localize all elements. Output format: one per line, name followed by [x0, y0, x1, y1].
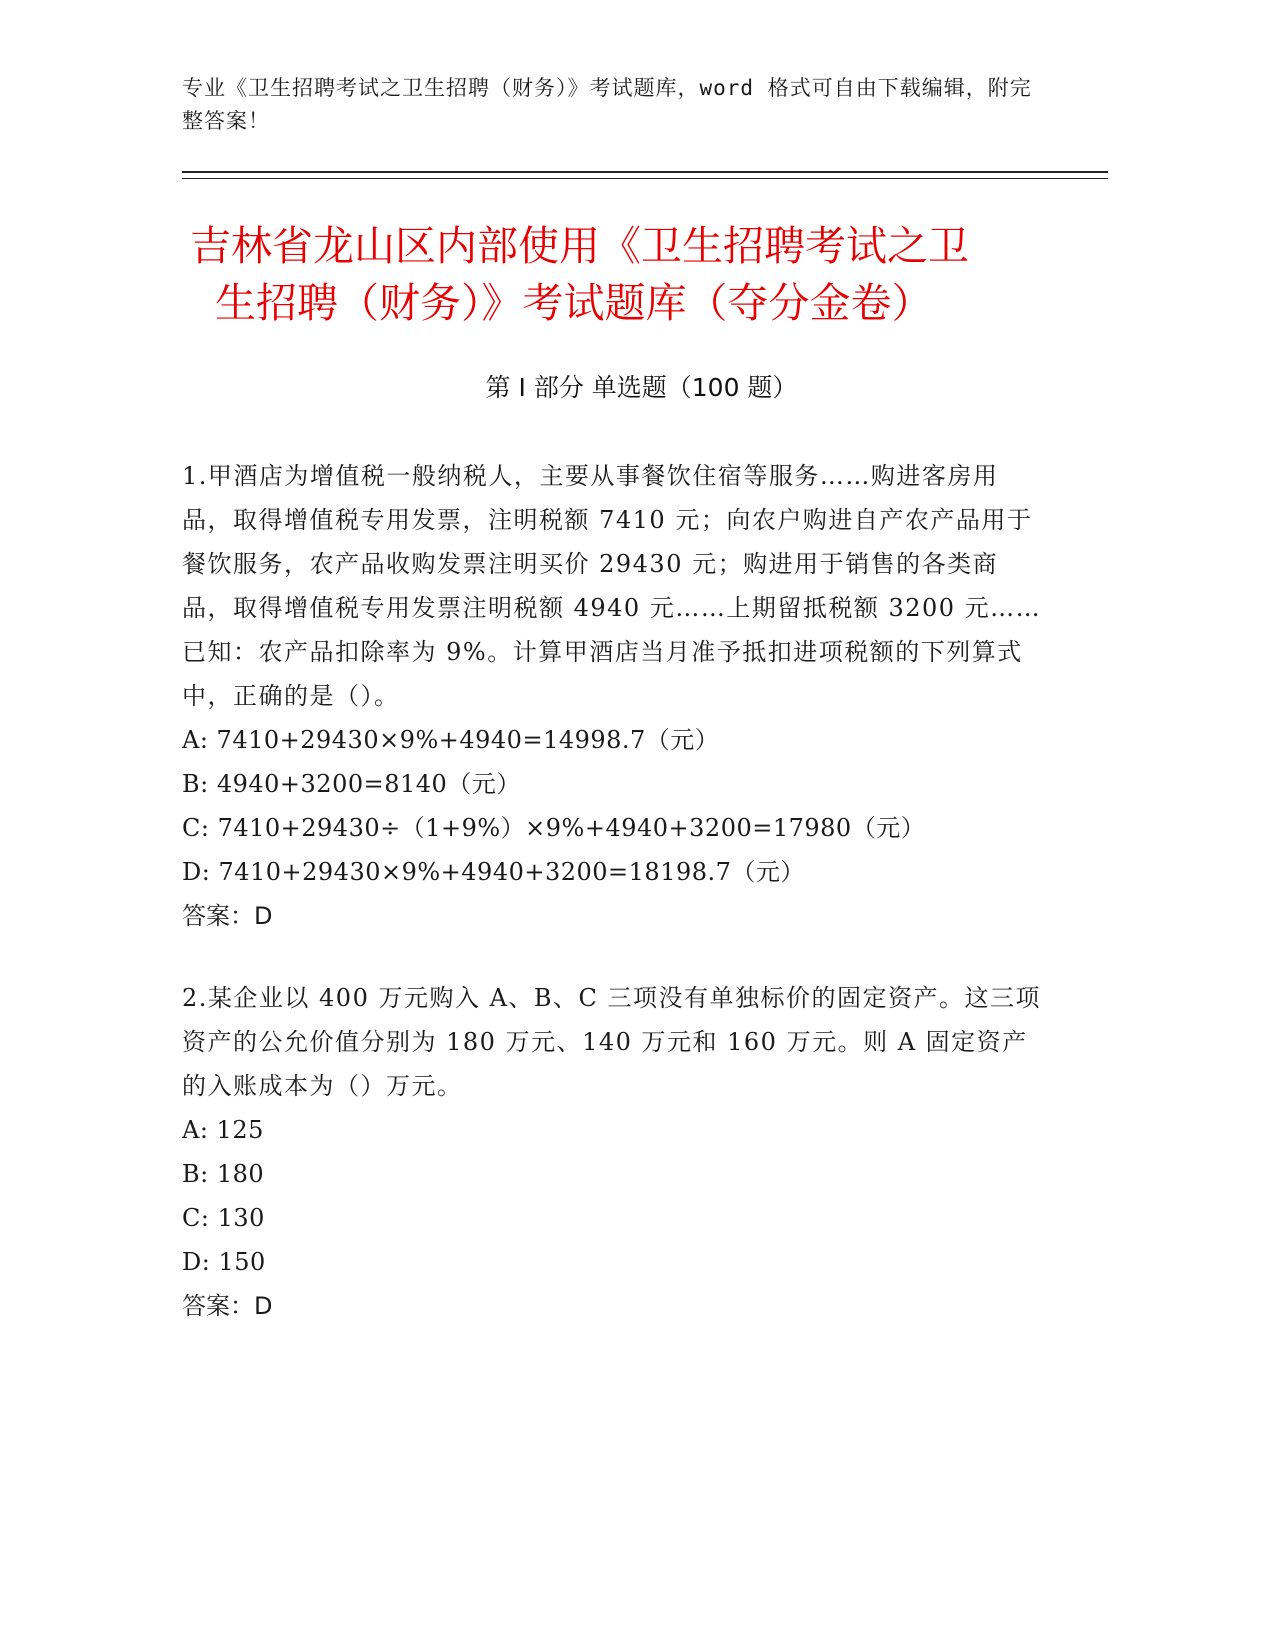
option-a: A: 125 [182, 1116, 264, 1144]
document-title [190, 218, 1070, 332]
option-c: C: 130 [182, 1204, 265, 1232]
question-1 [182, 454, 1042, 938]
document-title-line2: 生招聘（财务）》考试题库（夺分金卷） [215, 279, 933, 327]
document-title-line1: 吉林省龙山区内部使用《卫生招聘考试之卫 [190, 222, 969, 270]
option-b: B: 180 [182, 1160, 265, 1188]
question-stem: 1.甲酒店为增值税一般纳税人，主要从事餐饮住宿等服务……购进客房用品，取得增值税专用发票，注明税额 7410 元；向农户购进自产农产品用于餐饮服务，农产品收购发票注明买价 29430 元；购进用于销售的各类商品，取得增值税专用发票注明税额 4940 元……上期留抵税额 3200 元……已知：农产品扣除率为 9%。计算甲酒店当月准予抵扣进项税额的下列算式中，正确的是（）。 [182, 462, 1042, 710]
question-2 [182, 976, 1042, 1328]
question-stem: 2.某企业以 400 万元购入 A、B、C 三项没有单独标价的固定资产。这三项资产的公允价值分别为 180 万元、140 万元和 160 万元。则 A 固定资产的入账成本为（）万元。 [182, 984, 1042, 1100]
header-note: 专业《卫生招聘考试之卫生招聘（财务）》考试题库，word 格式可自由下载编辑，附完整答案！ [182, 76, 1032, 133]
header-divider-thick [182, 171, 1108, 173]
answer: 答案：D [182, 1292, 273, 1320]
answer: 答案：D [182, 902, 273, 930]
option-d: D: 150 [182, 1248, 266, 1276]
option-a: A: 7410+29430×9%+4940=14998.7（元） [182, 726, 720, 754]
option-c: C: 7410+29430÷（1+9%）×9%+4940+3200=17980（元） [182, 814, 926, 842]
section-heading: 第 I 部分 单选题（100 题） [485, 373, 798, 402]
option-d: D: 7410+29430×9%+4940+3200=18198.7（元） [182, 858, 805, 886]
option-b: B: 4940+3200=8140（元） [182, 770, 521, 798]
header-divider-thin [182, 178, 1108, 179]
